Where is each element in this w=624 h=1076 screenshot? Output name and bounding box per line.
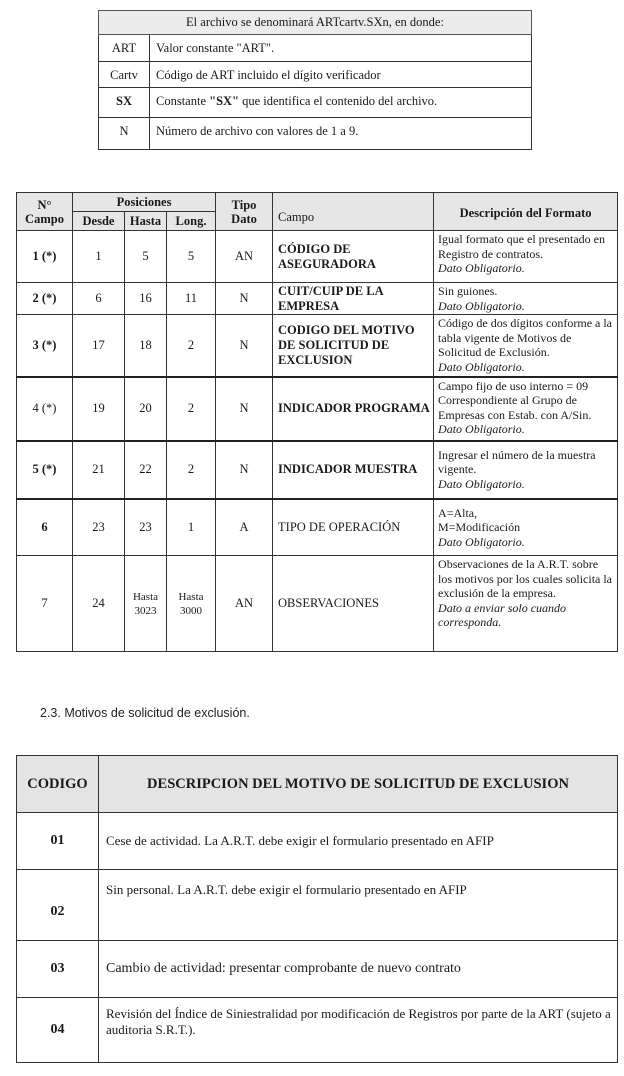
header-tipo-dato [216, 193, 273, 231]
naming-value-prefix: Constante [156, 94, 210, 108]
cell-long: 2 [167, 377, 216, 441]
table-row [17, 813, 618, 870]
cell-tipo: N [216, 441, 273, 499]
cell-desde: 19 [73, 377, 125, 441]
cell-long: 5 [167, 231, 216, 283]
table-row [17, 283, 618, 315]
header-tipo-line2: Dato [231, 211, 257, 226]
cell-desde: 6 [73, 283, 125, 315]
header-codigo: CODIGO [17, 756, 99, 813]
table-row [99, 62, 532, 88]
cell-desde: 1 [73, 231, 125, 283]
cell-desde: 23 [73, 499, 125, 556]
cell-motivo: Cambio de actividad: presentar comprobante de nuevo contrato [99, 941, 618, 998]
cell-campo: TIPO DE OPERACIÓN [273, 499, 434, 556]
format-table [16, 192, 618, 652]
cell-tipo: N [216, 283, 273, 315]
section-title: 2.3. Motivos de solicitud de exclusión. [40, 706, 250, 720]
table-row [17, 231, 618, 283]
cell-long: 2 [167, 315, 216, 377]
cell-codigo: 03 [17, 941, 99, 998]
table-row [17, 499, 618, 556]
cell-descripcion [434, 499, 618, 556]
desc-text: Código de dos dígitos conforme a la tabla vigente de Motivos de Solicitud de Exclusión. [438, 316, 613, 359]
long-line1: Hasta [178, 590, 204, 603]
cell-motivo: Sin personal. La A.R.T. debe exigir el formulario presentado en AFIP [99, 870, 618, 941]
naming-key: N [99, 118, 150, 150]
desc-italic: Dato Obligatorio. [438, 476, 525, 491]
desc-text: Sin guiones. [438, 284, 498, 298]
cell-tipo: AN [216, 231, 273, 283]
cell-codigo: 01 [17, 813, 99, 870]
cell-descripcion [434, 315, 618, 377]
desc-text: A=Alta, [438, 505, 478, 520]
cell-descripcion [434, 377, 618, 441]
cell-campo: OBSERVACIONES [273, 556, 434, 652]
naming-key: ART [99, 35, 150, 62]
cell-hasta: 20 [125, 377, 167, 441]
cell-descripcion [434, 441, 618, 499]
cell-descripcion [434, 556, 618, 652]
naming-key: Cartv [99, 62, 150, 88]
cell-hasta [125, 556, 167, 652]
naming-value: Código de ART incluido el dígito verificador [150, 62, 532, 88]
table-row [17, 315, 618, 377]
cell-campo: INDICADOR MUESTRA [273, 441, 434, 499]
cell-desde: 17 [73, 315, 125, 377]
file-naming-header: El archivo se denominará ARTcartv.SXn, en donde: [99, 11, 532, 35]
cell-campo: CUIT/CUIP DE LA EMPRESA [273, 283, 434, 315]
long-line2: 3000 [180, 604, 203, 617]
cell-hasta: 5 [125, 231, 167, 283]
header-long: Long. [167, 212, 216, 231]
cell-campo: CODIGO DEL MOTIVO DE SOLICITUD DE EXCLUSION [273, 315, 434, 377]
cell-motivo: Revisión del Índice de Siniestralidad por modificación de Registros por parte de la ART (sujeto a auditoria S.R.T.). [99, 998, 618, 1063]
header-n-line2: Campo [25, 211, 64, 226]
naming-value-bold: "SX" [209, 94, 239, 108]
header-n-line1: N° [37, 197, 52, 212]
cell-tipo: A [216, 499, 273, 556]
naming-value [150, 88, 532, 118]
desc-text: Ingresar el número de la muestra vigente. [438, 447, 596, 477]
header-descripcion: Descripción del Formato [434, 193, 618, 231]
header-descripcion-motivo: DESCRIPCION DEL MOTIVO DE SOLICITUD DE EXCLUSION [99, 756, 618, 813]
cell-n: 2 (*) [17, 283, 73, 315]
cell-descripcion [434, 231, 618, 283]
desc-text: Observaciones de la A.R.T. sobre los motivos por los cuales solicita la exclusión de la empresa. [438, 557, 613, 600]
cell-n: 4 (*) [17, 377, 73, 441]
table-row [99, 35, 532, 62]
desc-italic: Dato Obligatorio. [438, 298, 525, 313]
cell-long: 2 [167, 441, 216, 499]
cell-n: 7 [17, 556, 73, 652]
header-desde: Desde [73, 212, 125, 231]
table-row [17, 556, 618, 652]
file-naming-table [98, 10, 532, 150]
desc-text: Campo fijo de uso interno = 09 Correspondiente al Grupo de Empresas con Estab. con A/Sin. [438, 378, 592, 422]
table-row [17, 377, 618, 441]
table-row [17, 998, 618, 1063]
naming-value: Valor constante "ART". [150, 35, 532, 62]
cell-n: 1 (*) [17, 231, 73, 283]
motivos-table [16, 755, 618, 1063]
cell-tipo: N [216, 377, 273, 441]
cell-desde: 21 [73, 441, 125, 499]
naming-value-suffix: que identifica el contenido del archivo. [238, 94, 438, 108]
table-row [17, 941, 618, 998]
hasta-line1: Hasta [132, 590, 159, 603]
header-campo: Campo [273, 193, 434, 231]
hasta-line2: 3023 [134, 604, 157, 617]
naming-key: SX [99, 88, 150, 118]
cell-tipo: AN [216, 556, 273, 652]
desc-italic: Dato Obligatorio. [438, 534, 525, 549]
cell-descripcion [434, 283, 618, 315]
desc-italic: Dato Obligatorio. [438, 422, 525, 436]
header-tipo-line1: Tipo [231, 197, 257, 212]
desc-italic: Dato Obligatorio. [438, 261, 525, 275]
header-n-campo [17, 193, 73, 231]
table-row [99, 118, 532, 150]
cell-desde: 24 [73, 556, 125, 652]
cell-codigo: 02 [17, 870, 99, 941]
cell-n: 3 (*) [17, 315, 73, 377]
desc-text: Igual formato que el presentado en Registro de contratos. [438, 232, 605, 261]
table-row [17, 441, 618, 499]
cell-codigo: 04 [17, 998, 99, 1063]
table-row [17, 870, 618, 941]
cell-tipo: N [216, 315, 273, 377]
cell-hasta: 23 [125, 499, 167, 556]
desc-italic: Dato Obligatorio. [438, 359, 525, 374]
naming-value: Número de archivo con valores de 1 a 9. [150, 118, 532, 150]
cell-campo: CÓDIGO DE ASEGURADORA [273, 231, 434, 283]
desc-text: M=Modificación [438, 520, 521, 534]
cell-long [167, 556, 216, 652]
cell-campo: INDICADOR PROGRAMA [273, 377, 434, 441]
desc-italic: Dato a enviar solo cuando corresponda. [438, 600, 567, 629]
cell-hasta: 18 [125, 315, 167, 377]
cell-motivo: Cese de actividad. La A.R.T. debe exigir el formulario presentado en AFIP [99, 813, 618, 870]
cell-long: 11 [167, 283, 216, 315]
cell-hasta: 16 [125, 283, 167, 315]
cell-n: 6 [17, 499, 73, 556]
cell-n: 5 (*) [17, 441, 73, 499]
cell-long: 1 [167, 499, 216, 556]
header-posiciones: Posiciones [73, 193, 216, 212]
cell-hasta: 22 [125, 441, 167, 499]
header-hasta: Hasta [125, 212, 167, 231]
table-row [99, 88, 532, 118]
